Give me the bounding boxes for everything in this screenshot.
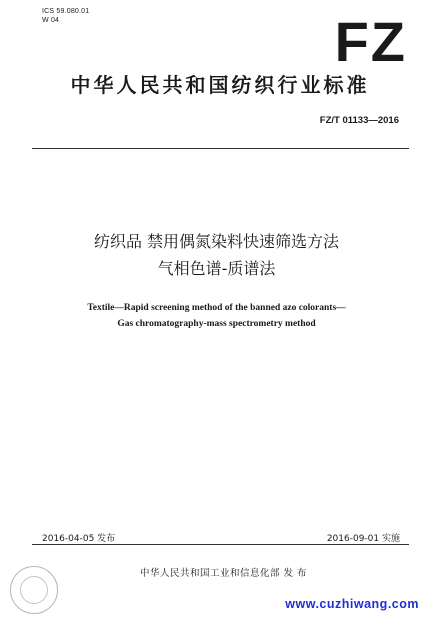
standard-number: FZ/T 01133—2016 [319, 115, 399, 126]
industry-standard-title: 中华人民共和国纺织行业标准 [70, 73, 370, 97]
title-cn-line2: 气相色谱-质谱法 [157, 259, 276, 278]
site-watermark: www.cuzhiwang.com [285, 597, 419, 611]
publisher-line: 中华人民共和国工业和信息化部 发 布 [140, 568, 308, 579]
title-cn-line1: 纺织品 禁用偶氮染料快速筛选方法 [93, 232, 340, 251]
top-divider [32, 148, 409, 149]
implementation-date: 2016-09-01 实施 [326, 534, 400, 544]
official-seal-stamp [10, 566, 58, 614]
bottom-divider [32, 544, 409, 545]
fz-logo: FZ [334, 10, 407, 73]
title-en-line1: Textile—Rapid screening method of the banned azo colorants— [87, 303, 346, 313]
ics-code: ICS 59.080.01 [42, 8, 90, 15]
issue-date: 2016-04-05 发布 [42, 534, 116, 544]
title-en-line2: Gas chromatography-mass spectrometry method [117, 319, 316, 329]
ccs-code: W 04 [42, 17, 60, 24]
seal-inner-ring [20, 576, 48, 604]
classification-codes [42, 7, 89, 25]
